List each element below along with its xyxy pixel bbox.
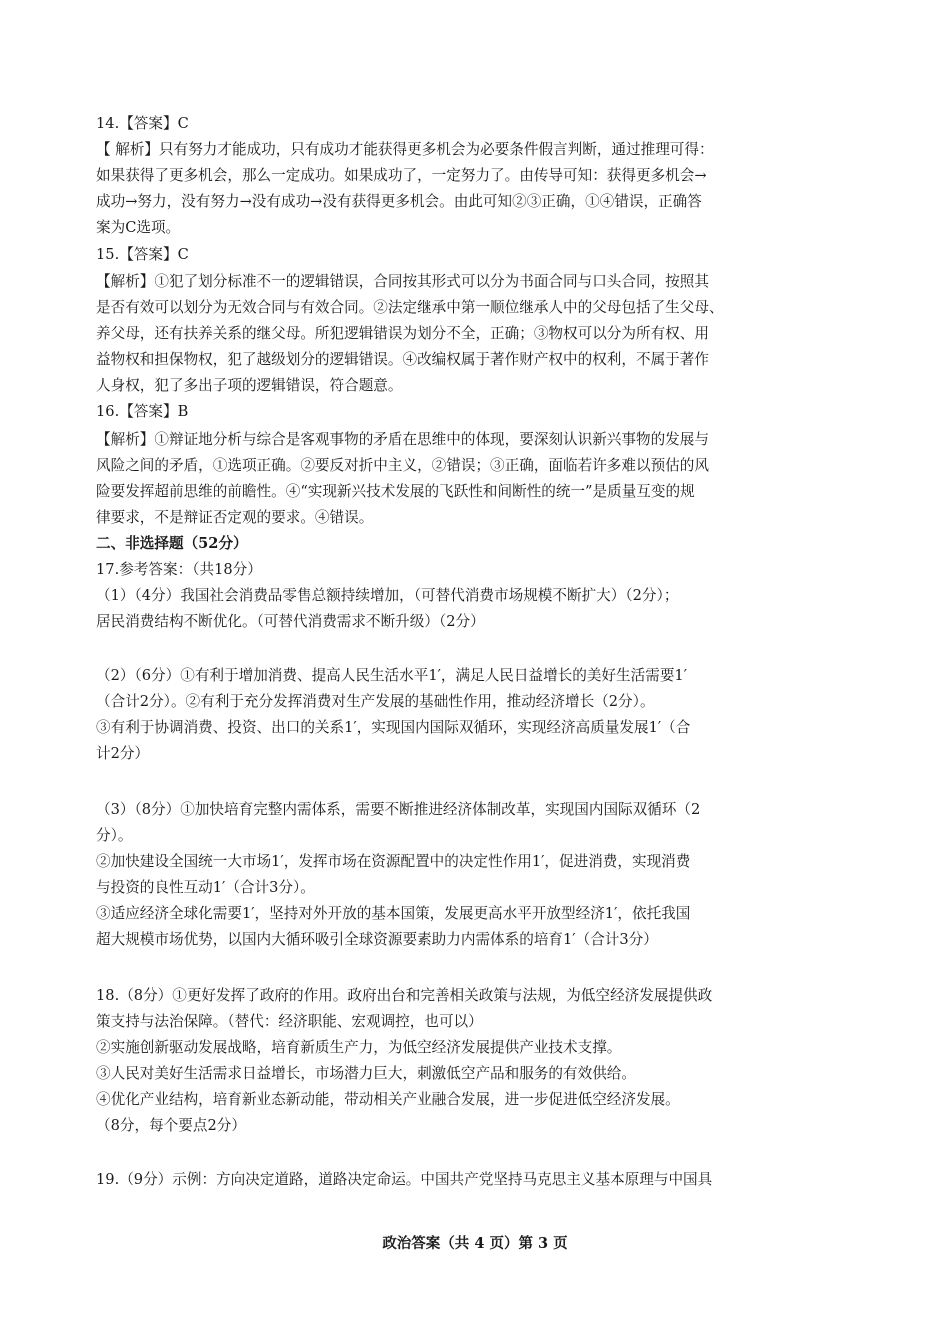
q18-line: ②实施创新驱动发展战略，培育新质生产力，为低空经济发展提供产业技术支撑。	[96, 1039, 622, 1056]
q15-analysis-line: 【解析】①犯了划分标准不一的逻辑错误，合同按其形式可以分为书面合同与口头合同，按照其	[96, 273, 709, 290]
q17-part3-line: 分）。	[96, 827, 133, 844]
q19-line: 19.（9分）示例：方向决定道路，道路决定命运。中国共产党坚持马克思主义基本原理与中国具	[96, 1171, 713, 1188]
q15-analysis-line: 养父母，还有扶养关系的继父母。所犯逻辑错误为划分不全，正确；③物权可以分为所有权、用	[96, 325, 709, 342]
q14-analysis-line: 案为C选项。	[96, 219, 181, 236]
q17-part3-line: ②加快建设全国统一大市场1′，发挥市场在资源配置中的决定性作用1′，促进消费，实现消费	[96, 853, 691, 870]
q17-part2-line: （合计2分）。②有利于充分发挥消费对生产发展的基础性作用，推动经济增长（2分）。	[96, 693, 655, 710]
page-footer: 政治答案（共 4 页）第 3 页	[382, 1235, 568, 1252]
q17-heading: 17.参考答案：（共18分）	[96, 561, 262, 578]
q18-line: 18.（8分）①更好发挥了政府的作用。政府出台和完善相关政策与法规，为低空经济发展提供政	[96, 987, 713, 1004]
q18-line: ③人民对美好生活需求日益增长，市场潜力巨大，刺激低空产品和服务的有效供给。	[96, 1065, 636, 1082]
q18-line: 策支持与法治保障。（替代：经济职能、宏观调控，也可以）	[96, 1013, 483, 1030]
section-heading: 二、非选择题（52分）	[96, 535, 248, 552]
q16-analysis-line: 风险之间的矛盾，①选项正确。②要反对折中主义，②错误；③正确，面临若许多难以预估的风	[96, 457, 709, 474]
q15-analysis-line: 益物权和担保物权，犯了越级划分的逻辑错误。④改编权属于著作财产权中的权利，不属于著作	[96, 351, 709, 368]
q17-part1-line: 居民消费结构不断优化。（可替代消费需求不断升级）（2分）	[96, 613, 485, 630]
q17-part3-line: ③适应经济全球化需要1′，坚持对外开放的基本国策，发展更高水平开放型经济1′，依托我国	[96, 905, 691, 922]
q15-analysis-line: 人身权，犯了多出子项的逻辑错误，符合题意。	[96, 377, 403, 394]
q16-answer: 16.【答案】B	[96, 403, 189, 420]
q16-analysis-line: 律要求，不是辩证否定观的要求。④错误。	[96, 509, 374, 526]
q14-answer: 14.【答案】C	[96, 115, 189, 132]
q16-analysis-line: 【解析】①辩证地分析与综合是客观事物的矛盾在思维中的体现，要深刻认识新兴事物的发展与	[96, 431, 709, 448]
q15-analysis-line: 是否有效可以划分为无效合同与有效合同。②法定继承中第一顺位继承人中的父母包括了生父母、	[96, 299, 724, 316]
q15-answer: 15.【答案】C	[96, 246, 189, 263]
q17-part2-line: （2）（6分）①有利于增加消费、提高人民生活水平1′，满足人民日益增长的美好生活需要1′	[96, 667, 688, 684]
q17-part2-line: ③有利于协调消费、投资、出口的关系1′，实现国内国际双循环，实现经济高质量发展1′（合	[96, 719, 691, 736]
q18-line: （8分，每个要点2分）	[96, 1117, 246, 1134]
q17-part3-line: 与投资的良性互动1′（合计3分）。	[96, 879, 315, 896]
q17-part1-line: （1）（4分）我国社会消费品零售总额持续增加，（可替代消费市场规模不断扩大）（2分）；	[96, 587, 679, 604]
q14-analysis-line: 如果获得了更多机会，那么一定成功。如果成功了，一定努力了。由传导可知：获得更多机会→	[96, 167, 707, 184]
q14-analysis-line: 成功→努力，没有努力→没有成功→没有获得更多机会。由此可知②③正确，①④错误，正确答	[96, 193, 702, 210]
q17-part3-line: 超大规模市场优势，以国内大循环吸引全球资源要素助力内需体系的培育1′（合计3分）	[96, 931, 658, 948]
q16-analysis-line: 险要发挥超前思维的前瞻性。④“实现新兴技术发展的飞跃性和间断性的统一”是质量互变的规	[96, 483, 695, 500]
q17-part2-line: 计2分）	[96, 745, 150, 762]
q18-line: ④优化产业结构，培育新业态新动能，带动相关产业融合发展，进一步促进低空经济发展。	[96, 1091, 680, 1108]
q14-analysis-line: 【 解析】只有努力才能成功，只有成功才能获得更多机会为必要条件假言判断，通过推理可得：	[96, 141, 714, 158]
q17-part3-line: （3）（8分）①加快培育完整内需体系，需要不断推进经济体制改革，实现国内国际双循环（2	[96, 801, 701, 818]
